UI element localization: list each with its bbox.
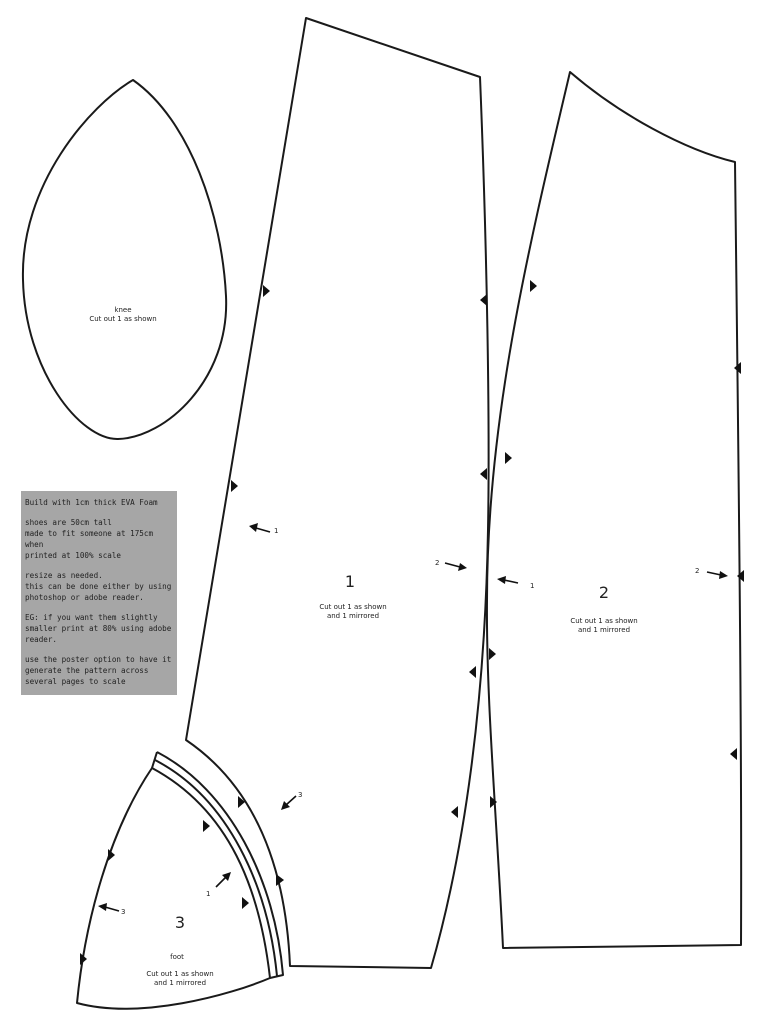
piece-3-inner-band (155, 760, 277, 976)
match-label-1: 1 (530, 582, 535, 590)
piece-2-instruction-2: and 1 mirrored (577, 626, 631, 634)
note-line: shoes are 50cm tall (25, 518, 112, 527)
note-line: EG: if you want them slightly (25, 613, 158, 622)
note-line: reader. (25, 635, 58, 644)
piece-1-notch (480, 468, 487, 480)
knee-instruction: Cut out 1 as shown (89, 315, 157, 323)
piece-1 (186, 18, 489, 968)
note-line: smaller print at 80% using adobe (25, 624, 172, 633)
piece-3 (77, 752, 283, 1009)
note-line: photoshop or adobe reader. (25, 593, 144, 602)
note-paragraph (25, 570, 173, 603)
instructions-note (21, 491, 177, 695)
piece-2-notch (730, 748, 737, 760)
piece-1-notch (451, 806, 458, 818)
match-arrow-head (497, 576, 506, 584)
note-line: use the poster option to have it (25, 655, 172, 664)
note-paragraph (25, 654, 173, 687)
match-arrow-head (719, 571, 728, 579)
note-line: Build with 1cm thick EVA Foam (25, 498, 158, 507)
knee-piece (23, 80, 226, 439)
note-line: resize as needed. (25, 571, 103, 580)
note-line: made to fit someone at 175cm when (25, 529, 154, 549)
piece-3-instruction-2: and 1 mirrored (153, 979, 207, 987)
match-arrow-head (249, 523, 258, 532)
match-label-3: 3 (121, 908, 126, 916)
match-label-1: 1 (274, 527, 279, 535)
piece-3-number: 3 (174, 913, 186, 932)
match-label-2: 2 (435, 559, 440, 567)
match-label-3: 3 (298, 791, 303, 799)
match-label-1: 1 (206, 890, 211, 898)
piece-2-notch (737, 570, 744, 582)
piece-2 (487, 72, 744, 948)
piece-1-instruction-2: and 1 mirrored (326, 612, 380, 620)
note-line: this can be done either by using (25, 582, 172, 591)
piece-1-outline (186, 18, 489, 968)
match-arrow-head (458, 563, 467, 571)
note-paragraph (25, 517, 173, 561)
piece-3-name: foot (170, 953, 184, 961)
note-line: printed at 100% scale (25, 551, 122, 560)
match-label-2: 2 (695, 567, 700, 575)
knee-outline (23, 80, 226, 439)
note-paragraph (25, 612, 173, 645)
match-arrow-line (445, 563, 460, 567)
piece-1-instruction: Cut out 1 as shown (319, 603, 387, 611)
piece-2-instruction: Cut out 1 as shown (570, 617, 638, 625)
note-line: several pages to scale (25, 677, 126, 686)
knee-label: knee (114, 306, 132, 314)
match-arrow-line (105, 907, 119, 911)
piece-3-notch (242, 897, 249, 909)
match-arrow-line (707, 572, 721, 575)
match-arrow-line (216, 877, 226, 887)
piece-3-instruction: Cut out 1 as shown (146, 970, 214, 978)
match-arrow-line (286, 796, 296, 805)
piece-1-notch (263, 285, 270, 297)
note-line: generate the pattern across (25, 666, 149, 675)
piece-2-notch (530, 280, 537, 292)
piece-2-notch (505, 452, 512, 464)
match-arrow-head (98, 903, 107, 911)
piece-3-notch (203, 820, 210, 832)
piece-3-outer-band (152, 752, 283, 978)
piece-1-notch (469, 666, 476, 678)
match-arrow-line (256, 528, 270, 532)
piece-2-outline (487, 72, 741, 948)
piece-1-number: 1 (344, 572, 356, 591)
piece-1-notch (231, 480, 238, 492)
piece-2-notch (489, 648, 496, 660)
piece-1-notch (480, 294, 487, 306)
piece-2-number: 2 (598, 583, 610, 602)
match-arrow-line (504, 580, 518, 583)
